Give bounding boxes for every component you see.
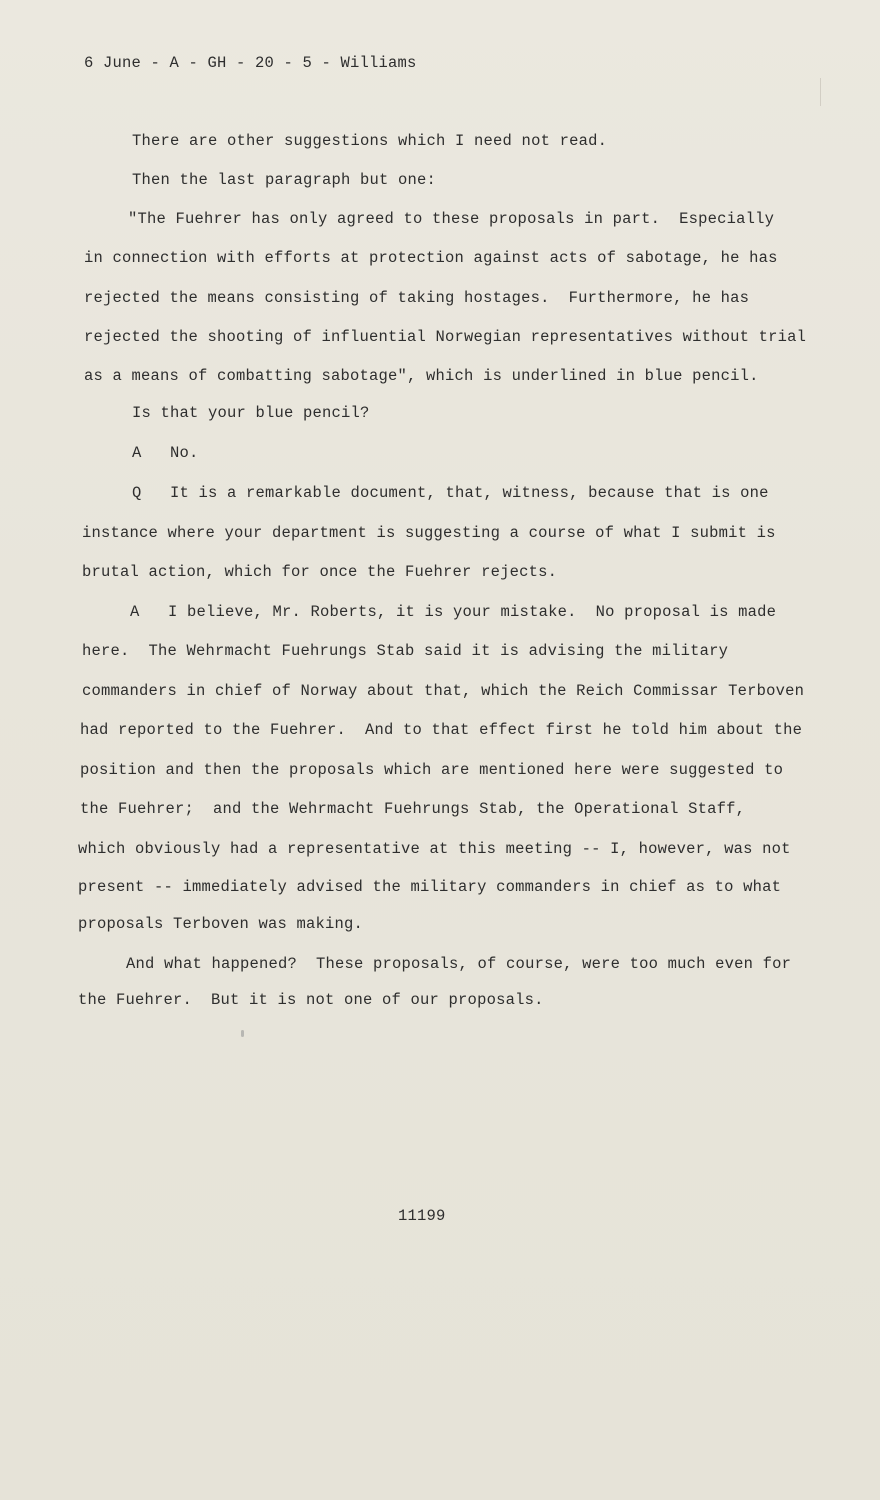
text-line-2: Then the last paragraph but one:: [132, 171, 437, 189]
text-line-19: which obviously had a representative at this meeting -- I, however, was not: [78, 840, 791, 858]
text-line-4: in connection with efforts at protection against acts of sabotage, he has: [84, 249, 778, 267]
text-line-16: had reported to the Fuehrer. And to that effect first he told him about the: [80, 721, 803, 739]
text-line-23: the Fuehrer. But it is not one of our proposals.: [78, 991, 544, 1009]
text-line-14: here. The Wehrmacht Fuehrungs Stab said it is advising the military: [82, 642, 729, 660]
text-line-7: as a means of combatting sabotage", which is underlined in blue pencil.: [84, 367, 759, 385]
text-line-11: instance where your department is suggesting a course of what I submit is: [82, 524, 776, 542]
page-number: 11199: [398, 1207, 446, 1225]
page-header: 6 June - A - GH - 20 - 5 - Williams: [84, 54, 417, 72]
text-line-1: There are other suggestions which I need not read.: [132, 132, 608, 150]
text-line-21: proposals Terboven was making.: [78, 915, 364, 933]
text-line-6: rejected the shooting of influential Norwegian representatives without trial: [84, 328, 807, 346]
text-line-13: A I believe, Mr. Roberts, it is your mistake. No proposal is made: [130, 603, 777, 621]
text-line-17: position and then the proposals which are mentioned here were suggested to: [80, 761, 784, 779]
text-line-12: brutal action, which for once the Fuehrer rejects.: [82, 563, 558, 581]
text-line-10: Q It is a remarkable document, that, witness, because that is one: [132, 484, 769, 502]
paper-mark: [820, 78, 821, 106]
ink-smudge: [241, 1030, 244, 1037]
text-line-3: "The Fuehrer has only agreed to these proposals in part. Especially: [128, 210, 775, 228]
text-line-15: commanders in chief of Norway about that, which the Reich Commissar Terboven: [82, 682, 805, 700]
text-line-20: present -- immediately advised the military commanders in chief as to what: [78, 878, 782, 896]
text-line-5: rejected the means consisting of taking hostages. Furthermore, he has: [84, 289, 750, 307]
text-line-22: And what happened? These proposals, of course, were too much even for: [126, 955, 792, 973]
text-line-8: Is that your blue pencil?: [132, 404, 370, 422]
text-line-9: A No.: [132, 444, 199, 462]
text-line-18: the Fuehrer; and the Wehrmacht Fuehrungs Stab, the Operational Staff,: [80, 800, 746, 818]
